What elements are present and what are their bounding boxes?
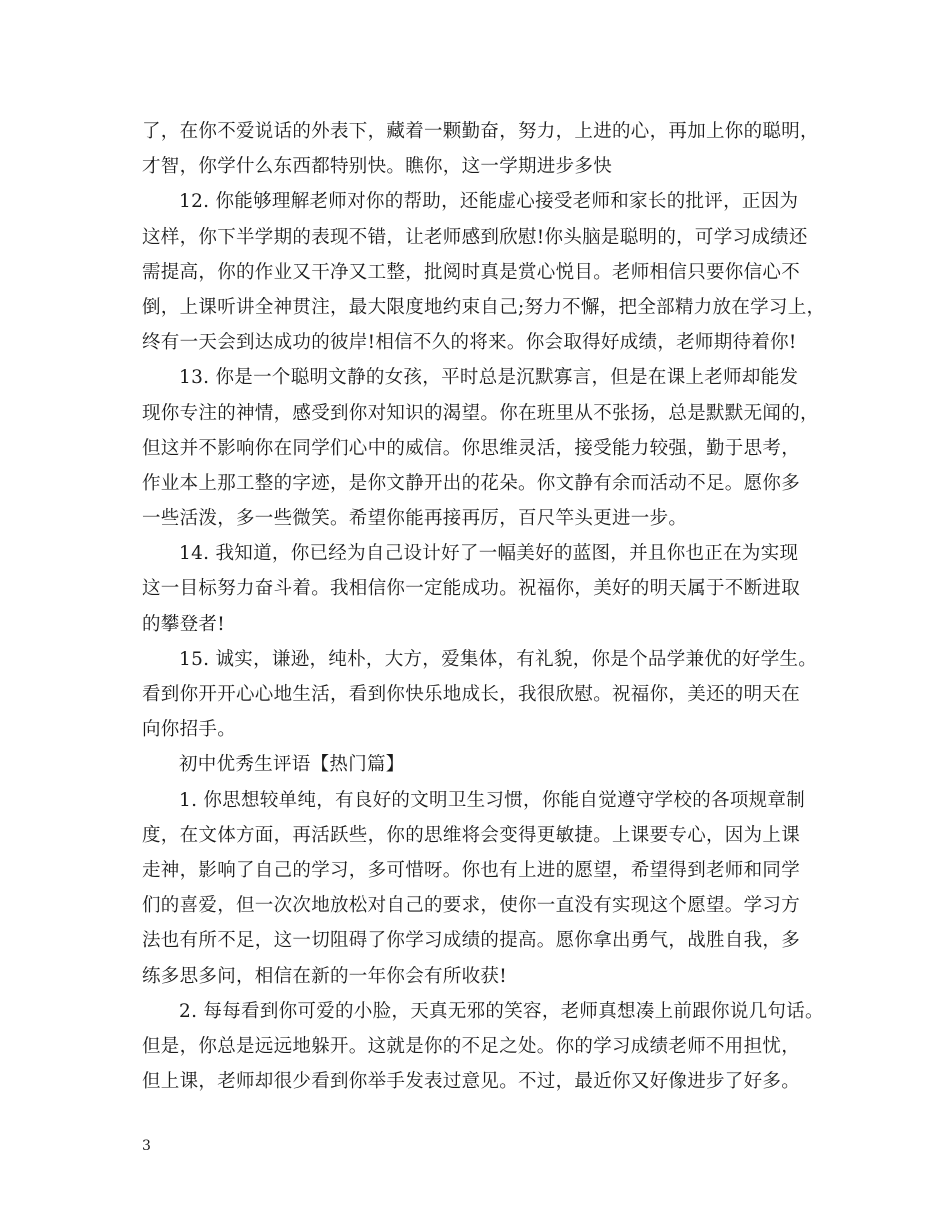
page-number: 3 — [142, 1138, 151, 1154]
text-line: 14. 我知道，你已经为自己设计好了一幅美好的蓝图，并且你也正在为实现 — [179, 543, 799, 565]
text-line: 倒，上课听讲全神贯注，最大限度地约束自己;努力不懈，把全部精力放在学习上， — [142, 296, 826, 318]
text-line: 12. 你能够理解老师对你的帮助，还能虚心接受老师和家长的批评，正因为 — [179, 191, 799, 213]
text-line: 1. 你思想较单纯，有良好的文明卫生习惯，你能自觉遵守学校的各项规章制 — [179, 789, 806, 811]
text-line: 终有一天会到达成功的彼岸!相信不久的将来。你会取得好成绩，老师期待着你! — [142, 332, 797, 354]
text-line: 这样，你下半学期的表现不错，让老师感到欣慰!你头脑是聪明的，可学习成绩还 — [142, 226, 808, 248]
text-line: 但上课，老师却很少看到你举手发表过意见。不过，最近你又好像进步了好多。 — [142, 1071, 801, 1093]
text-line: 13. 你是一个聪明文静的女孩，平时总是沉默寡言，但是在课上老师却能发 — [179, 367, 799, 389]
text-line: 但是，你总是远远地躲开。这就是你的不足之处。你的学习成绩老师不用担忧， — [142, 1035, 801, 1057]
text-line: 们的喜爱，但一次次地放松对自己的要求，使你一直没有实现这个愿望。学习方 — [142, 895, 801, 917]
text-line: 现你专注的神情，感受到你对知识的渴望。你在班里从不张扬，总是默默无闻的， — [142, 402, 819, 424]
text-line: 向你招手。 — [142, 719, 237, 741]
text-line: 2. 每每看到你可爱的小脸，天真无邪的笑容，老师真想凑上前跟你说几句话。 — [179, 1000, 824, 1022]
text-line: 15. 诚实，谦逊，纯朴，大方，爱集体，有礼貌，你是个品学兼优的好学生。 — [179, 648, 818, 670]
text-line: 练多思多问，相信在新的一年你会有所收获! — [142, 965, 507, 987]
text-line: 才智，你学什么东西都特别快。瞧你，这一学期进步多快 — [142, 156, 613, 178]
text-line: 的攀登者! — [142, 613, 225, 635]
text-line: 看到你开开心心地生活，看到你快乐地成长，我很欣慰。祝福你，美还的明天在 — [142, 684, 801, 705]
text-line: 了，在你不爱说话的外表下，藏着一颗勤奋，努力，上进的心，再加上你的聪明， — [142, 121, 819, 142]
text-line: 一些活泼，多一些微笑。希望你能再接再厉，百尺竿头更进一步。 — [142, 508, 688, 530]
text-line: 走神，影响了自己的学习，多可惜呀。你也有上进的愿望，希望得到老师和同学 — [142, 859, 801, 881]
text-line: 这一目标努力奋斗着。我相信你一定能成功。祝福你，美好的明天属于不断进取 — [142, 578, 801, 600]
text-line: 作业本上那工整的字迹，是你文静开出的花朵。你文静有余而活动不足。愿你多 — [142, 472, 801, 494]
text-line: 需提高，你的作业又干净又工整，批阅时真是赏心悦目。老师相信只要你信心不 — [142, 261, 801, 283]
text-line: 但这并不影响你在同学们心中的威信。你思维灵活，接受能力较强，勤于思考， — [142, 437, 801, 459]
document-body — [142, 114, 842, 1099]
text-line: 法也有所不足，这一切阻碍了你学习成绩的提高。愿你拿出勇气，战胜自我，多 — [142, 930, 801, 952]
text-line: 度，在文体方面，再活跃些，你的思维将会变得更敏捷。上课要专心，因为上课 — [142, 824, 801, 846]
text-line: 初中优秀生评语【热门篇】 — [179, 754, 405, 776]
